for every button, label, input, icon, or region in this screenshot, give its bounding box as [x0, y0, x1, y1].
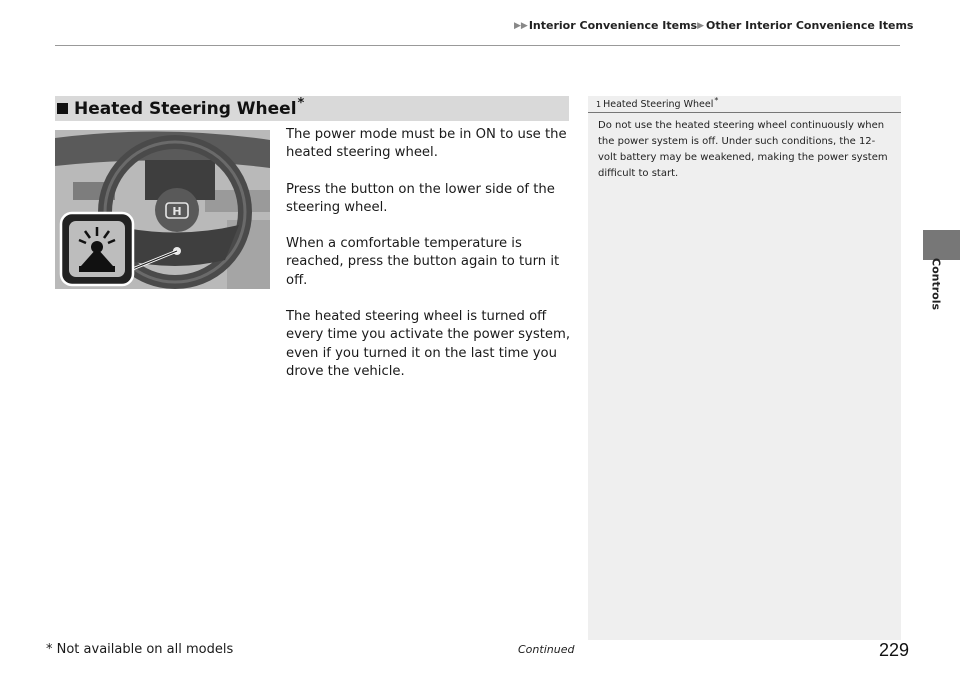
steering-wheel-drawing [55, 130, 270, 289]
header-divider [55, 45, 900, 46]
note-sidebar [588, 96, 901, 640]
note-asterisk: * [714, 95, 719, 105]
reference-icon: 1 [596, 99, 602, 109]
breadcrumb-item-2[interactable]: Other Interior Convenience Items [706, 19, 914, 32]
body-paragraph: When a comfortable temperature is reached, press the button again to turn it off. [286, 236, 560, 288]
breadcrumb-item-1[interactable]: Interior Convenience Items [528, 19, 698, 32]
section-asterisk: * [297, 96, 305, 111]
footnote: * Not available on all models [46, 642, 234, 657]
chapter-tab-label: Controls [929, 258, 943, 311]
steering-wheel-illustration [55, 130, 270, 289]
double-arrow-icon: ▶▶ [514, 20, 528, 31]
body-paragraph: The power mode must be in ON to use the heated steering wheel. [286, 127, 567, 161]
section-heading [55, 96, 569, 121]
body-text [286, 126, 571, 399]
square-bullet-icon [57, 103, 68, 114]
note-text: Do not use the heated steering wheel continuously when the power system is off. Under such conditions, the 12-volt battery may be weakened, making the power system difficult to start. [598, 120, 888, 179]
breadcrumb [514, 19, 913, 32]
body-paragraph: The heated steering wheel is turned off every time you activate the power system, even if you turned it on the last time you drove the vehicle. [286, 309, 571, 379]
svg-text:H: H [172, 205, 182, 218]
page-number: 229 [879, 640, 910, 660]
note-title[interactable]: Heated Steering Wheel [603, 98, 714, 110]
body-paragraph: Press the button on the lower side of the steering wheel. [286, 181, 555, 215]
arrow-icon: ▶ [697, 20, 705, 31]
continued-label: Continued [518, 643, 575, 656]
section-title: Heated Steering Wheel [74, 98, 297, 119]
chapter-tab[interactable] [923, 230, 960, 260]
note-heading [588, 96, 901, 113]
